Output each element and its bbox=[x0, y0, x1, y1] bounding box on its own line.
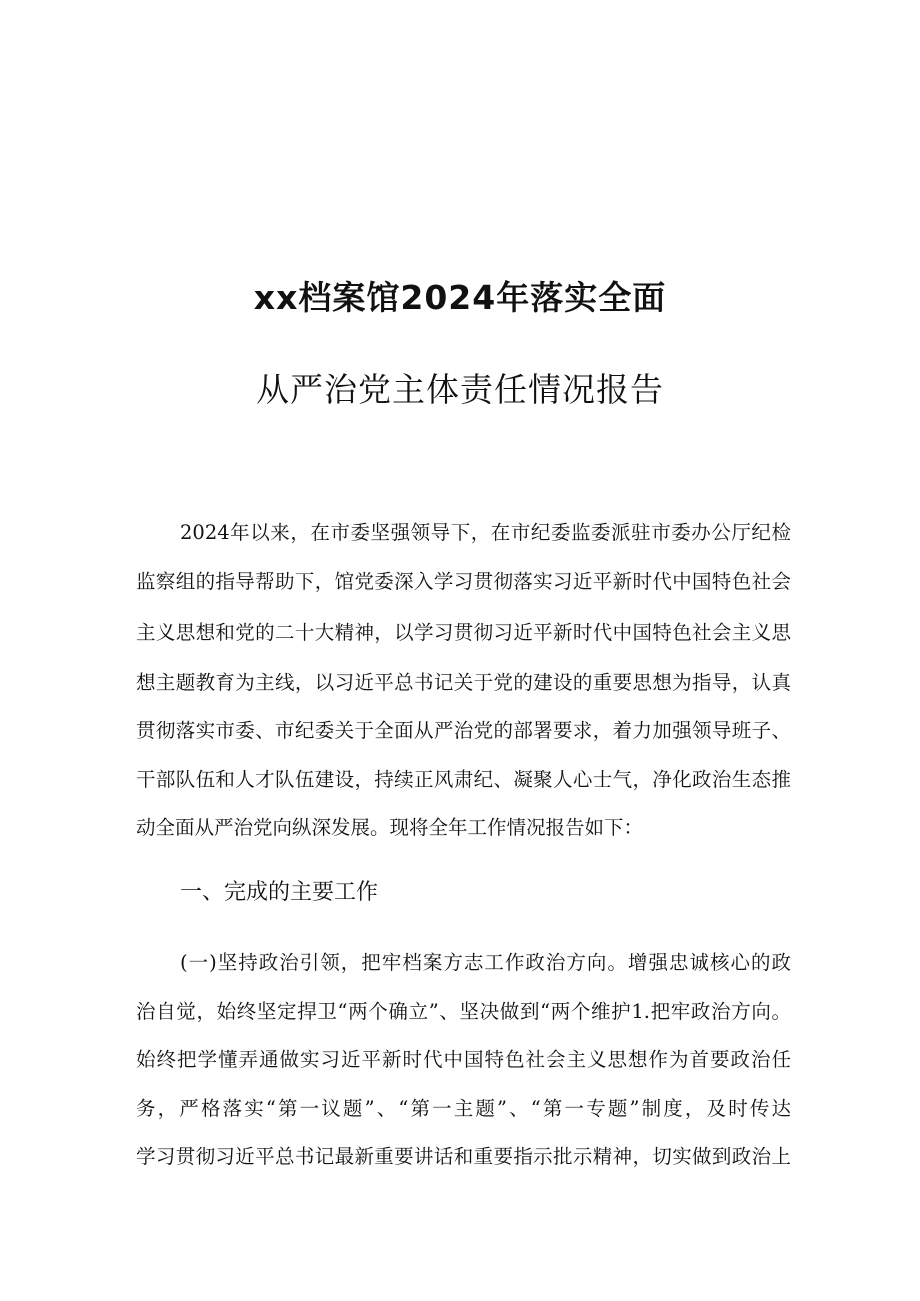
paragraph-2-line: 务，严格落实“第一议题”、“第一主题”、“第一专题”制度，及时传达 bbox=[136, 1097, 791, 1120]
paragraph-1-line: 主义思想和党的二十大精神，以学习贯彻习近平新时代中国特色社会主义思 bbox=[136, 621, 791, 644]
paragraph-2-line: 始终把学懂弄通做实习近平新时代中国特色社会主义思想作为首要政治任 bbox=[136, 1048, 791, 1071]
paragraph-1-line: 干部队伍和人才队伍建设，持续正风肃纪、凝聚人心士气，净化政治生态推 bbox=[136, 768, 791, 791]
paragraph-1-line: 贯彻落实市委、市纪委关于全面从严治党的部署要求，着力加强领导班子、 bbox=[136, 719, 791, 742]
paragraph-2-line: 学习贯彻习近平总书记最新重要讲话和重要指示批示精神，切实做到政治上 bbox=[136, 1145, 791, 1168]
paragraph-2-line: 治自觉，始终坚定捍卫“两个确立”、坚决做到“两个维护1.把牢政治方向。 bbox=[136, 1000, 791, 1023]
paragraph-1-line: 想主题教育为主线，以习近平总书记关于党的建设的重要思想为指导，认真 bbox=[136, 671, 791, 694]
document-title-line-1: xx档案馆2024年落实全面 bbox=[253, 278, 667, 317]
section-1-heading: 一、完成的主要工作 bbox=[180, 880, 379, 905]
paragraph-2-line: (一)坚持政治引领，把牢档案方志工作政治方向。增强忠诚核心的政 bbox=[180, 951, 791, 974]
document-title-line-2: 从严治党主体责任情况报告 bbox=[256, 370, 664, 409]
paragraph-1-line: 监察组的指导帮助下，馆党委深入学习贯彻落实习近平新时代中国特色社会 bbox=[136, 570, 791, 593]
paragraph-1-line: 2024年以来，在市委坚强领导下，在市纪委监委派驻市委办公厅纪检 bbox=[180, 521, 791, 544]
paragraph-1-line: 动全面从严治党向纵深发展。现将全年工作情况报告如下： bbox=[136, 816, 644, 839]
